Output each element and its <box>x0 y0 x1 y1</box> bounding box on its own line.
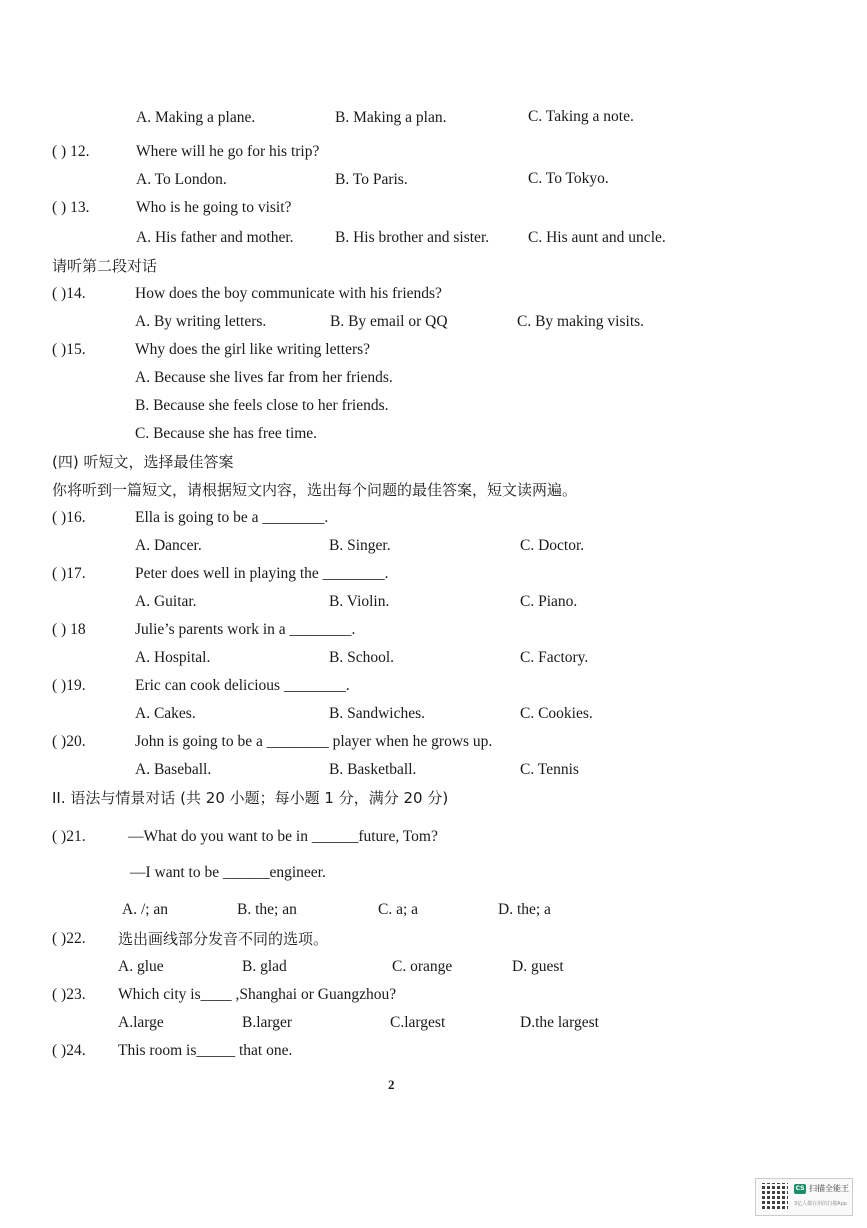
q14-c: C. By making visits. <box>517 313 645 330</box>
q21-reply: —I want to be ______engineer. <box>130 864 326 881</box>
q23-c: C.largest <box>390 1014 446 1031</box>
dialog2-heading: 请听第二段对话 <box>52 257 158 275</box>
q13-c: C. His aunt and uncle. <box>528 229 666 246</box>
q23-d: D.the largest <box>520 1014 599 1031</box>
q17-bracket: ( )17. <box>52 565 86 582</box>
q21-b: B. the; an <box>237 901 297 918</box>
q17-stem: Peter does well in playing the ________. <box>135 565 389 582</box>
q20-bracket: ( )20. <box>52 733 86 750</box>
q17-a: A. Guitar. <box>135 593 197 610</box>
q23-stem: Which city is____ ,Shanghai or Guangzhou? <box>118 986 397 1003</box>
q18-b: B. School. <box>329 649 395 666</box>
q15-c: C. Because she has free time. <box>135 425 318 442</box>
scanner-watermark <box>755 1178 853 1216</box>
q18-a: A. Hospital. <box>135 649 211 666</box>
part2-heading: ІІ. 语法与情景对话 (共 20 小题；每小题 1 分，满分 20 分) <box>52 789 449 807</box>
q18-c: C. Factory. <box>520 649 589 666</box>
q22-a: A. glue <box>118 958 164 975</box>
q15-stem: Why does the girl like writing letters? <box>135 341 371 358</box>
q22-c: C. orange <box>392 958 453 975</box>
q14-a: A. By writing letters. <box>135 313 267 330</box>
q11-a: A. Making a plane. <box>136 109 256 126</box>
q12-b: B. To Paris. <box>335 171 408 188</box>
q17-b: B. Violin. <box>329 593 390 610</box>
q21-a: A. /; an <box>122 901 169 918</box>
q14-stem: How does the boy communicate with his friends? <box>135 285 442 302</box>
q13-stem: Who is he going to visit? <box>136 199 292 216</box>
q21-stem: —What do you want to be in ______future, Tom? <box>128 828 438 845</box>
q21-bracket: ( )21. <box>52 828 86 845</box>
q19-b: B. Sandwiches. <box>329 705 426 722</box>
q15-bracket: ( )15. <box>52 341 86 358</box>
q14-b: B. By email or QQ <box>330 313 448 330</box>
q12-stem: Where will he go for his trip? <box>136 143 320 160</box>
q15-a: A. Because she lives far from her friends. <box>135 369 393 386</box>
q24-bracket: ( )24. <box>52 1042 86 1059</box>
q12-a: A. To London. <box>136 171 227 188</box>
q19-bracket: ( )19. <box>52 677 86 694</box>
q16-c: C. Doctor. <box>520 537 585 554</box>
q13-bracket: ( ) 13. <box>52 199 90 216</box>
scanner-subtitle: 3亿人都在用的扫描App <box>794 1201 847 1207</box>
q20-b: B. Basketball. <box>329 761 417 778</box>
q11-c: C. Taking a note. <box>528 108 634 125</box>
q23-bracket: ( )23. <box>52 986 86 1003</box>
q24-stem: This room is_____ that one. <box>118 1042 293 1059</box>
section4-heading: (四) 听短文，选择最佳答案 <box>52 453 234 471</box>
camscanner-logo-icon: CS <box>795 1185 805 1192</box>
q22-b: B. glad <box>242 958 287 975</box>
q20-c: C. Tennis <box>520 761 579 778</box>
q14-bracket: ( )14. <box>52 285 86 302</box>
q19-c: C. Cookies. <box>520 705 593 722</box>
scanner-app-name: 扫描全能王 <box>809 1184 849 1193</box>
q23-a: A.large <box>118 1014 164 1031</box>
q16-a: A. Dancer. <box>135 537 202 554</box>
q12-bracket: ( ) 12. <box>52 143 90 160</box>
q16-stem: Ella is going to be a ________. <box>135 509 329 526</box>
q19-a: A. Cakes. <box>135 705 196 722</box>
section4-instruction: 你将听到一篇短文，请根据短文内容，选出每个问题的最佳答案，短文读两遍。 <box>52 481 578 499</box>
q18-bracket: ( ) 18 <box>52 621 86 638</box>
qr-code-icon <box>762 1183 788 1209</box>
q12-c: C. To Tokyo. <box>528 170 609 187</box>
q22-bracket: ( )22. <box>52 930 86 947</box>
q15-b: B. Because she feels close to her friends. <box>135 397 389 414</box>
q22-d: D. guest <box>512 958 564 975</box>
q23-b: B.larger <box>242 1014 293 1031</box>
q21-d: D. the; a <box>498 901 551 918</box>
q22-stem: 选出画线部分发音不同的选项。 <box>118 930 329 948</box>
page-number: 2 <box>388 1077 395 1092</box>
q16-b: B. Singer. <box>329 537 391 554</box>
q20-stem: John is going to be a ________ player when he grows up. <box>135 733 493 750</box>
q13-b: B. His brother and sister. <box>335 229 490 246</box>
q16-bracket: ( )16. <box>52 509 86 526</box>
q11-b: B. Making a plan. <box>335 109 447 126</box>
q21-c: C. a; a <box>378 901 419 918</box>
q13-a: A. His father and mother. <box>136 229 294 246</box>
q19-stem: Eric can cook delicious ________. <box>135 677 350 694</box>
q18-stem: Julie’s parents work in a ________. <box>135 621 356 638</box>
q17-c: C. Piano. <box>520 593 578 610</box>
q20-a: A. Baseball. <box>135 761 212 778</box>
